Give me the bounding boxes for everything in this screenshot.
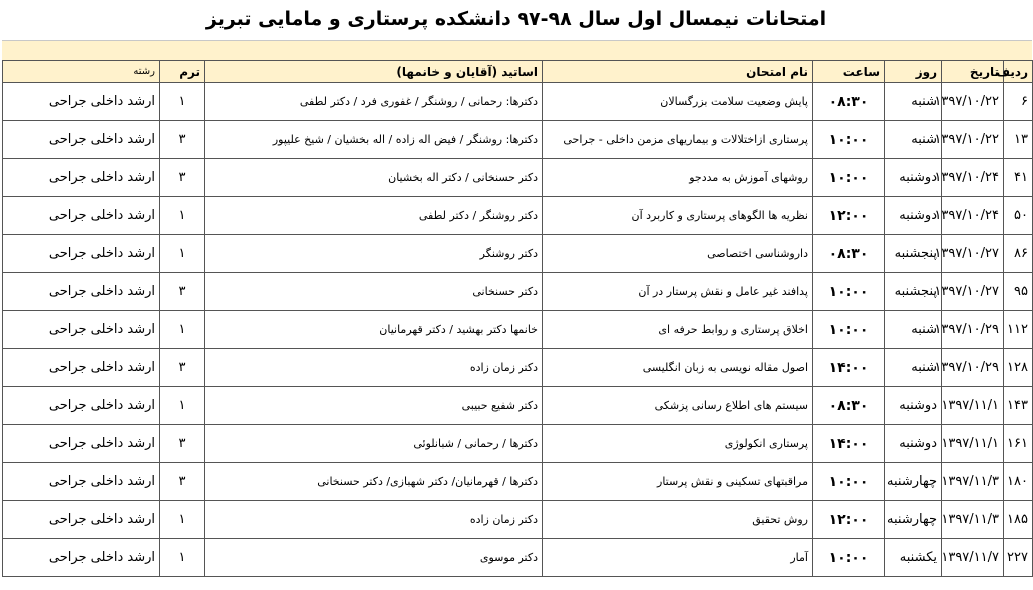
cell-term: ۳: [160, 273, 205, 311]
cell-term: ۱: [160, 501, 205, 539]
cell-row-number: ۱۸۰: [1004, 463, 1033, 501]
cell-major: ارشد داخلی جراحی: [3, 273, 160, 311]
cell-day: شنبه: [885, 349, 942, 387]
cell-exam-name: داروشناسی اختصاصی: [543, 235, 813, 273]
table-row: [3, 463, 1033, 501]
cell-date: ۱۳۹۷/۱۱/۱: [942, 425, 1004, 463]
cell-row-number: ۵۰: [1004, 197, 1033, 235]
cell-time: ۱۰:۰۰: [813, 539, 885, 577]
cell-date: ۱۳۹۷/۱۱/۱: [942, 387, 1004, 425]
cell-exam-name: روش تحقیق: [543, 501, 813, 539]
cell-professors: دکتر حسنخانی: [205, 273, 543, 311]
cell-row-number: ۹۵: [1004, 273, 1033, 311]
table-row: [3, 235, 1033, 273]
cell-time: ۱۰:۰۰: [813, 121, 885, 159]
header-band: [2, 40, 1032, 61]
cell-row-number: ۱۱۲: [1004, 311, 1033, 349]
cell-term: ۳: [160, 463, 205, 501]
cell-time: ۱۰:۰۰: [813, 159, 885, 197]
cell-date: ۱۳۹۷/۱۰/۲۷: [942, 273, 1004, 311]
cell-term: ۱: [160, 83, 205, 121]
cell-term: ۱: [160, 387, 205, 425]
cell-professors: دکتر حسنخانی / دکتر اله بخشیان: [205, 159, 543, 197]
cell-exam-name: اخلاق پرستاری و روابط حرفه ای: [543, 311, 813, 349]
table-row: [3, 425, 1033, 463]
header-term: ترم: [160, 61, 205, 83]
cell-exam-name: آمار: [543, 539, 813, 577]
cell-date: ۱۳۹۷/۱۰/۲۹: [942, 311, 1004, 349]
cell-day: دوشنبه: [885, 197, 942, 235]
cell-professors: دکتر شفیع حبیبی: [205, 387, 543, 425]
cell-row-number: ۱۲۸: [1004, 349, 1033, 387]
cell-day: دوشنبه: [885, 387, 942, 425]
cell-term: ۳: [160, 159, 205, 197]
cell-row-number: ۱۸۵: [1004, 501, 1033, 539]
table-row: [3, 311, 1033, 349]
table-row: [3, 121, 1033, 159]
cell-professors: خانمها دکتر بهشید / دکتر قهرمانیان: [205, 311, 543, 349]
cell-time: ۱۴:۰۰: [813, 425, 885, 463]
cell-day: پنجشنبه: [885, 235, 942, 273]
cell-day: پنجشنبه: [885, 273, 942, 311]
cell-exam-name: پایش وضعیت سلامت بزرگسالان: [543, 83, 813, 121]
cell-major: ارشد داخلی جراحی: [3, 387, 160, 425]
table-row: [3, 501, 1033, 539]
cell-date: ۱۳۹۷/۱۱/۳: [942, 463, 1004, 501]
cell-term: ۳: [160, 121, 205, 159]
cell-professors: دکترها / قهرمانیان/ دکتر شهبازی/ دکتر حسنخانی: [205, 463, 543, 501]
cell-time: ۱۲:۰۰: [813, 501, 885, 539]
cell-row-number: ۱۶۱: [1004, 425, 1033, 463]
table-row: [3, 387, 1033, 425]
cell-row-number: ۱۳: [1004, 121, 1033, 159]
cell-term: ۱: [160, 539, 205, 577]
cell-row-number: ۲۲۷: [1004, 539, 1033, 577]
table-row: [3, 273, 1033, 311]
cell-term: ۱: [160, 311, 205, 349]
header-day: روز: [885, 61, 942, 83]
cell-term: ۱: [160, 197, 205, 235]
cell-day: شنبه: [885, 121, 942, 159]
cell-day: دوشنبه: [885, 159, 942, 197]
cell-professors: دکتر موسوی: [205, 539, 543, 577]
cell-major: ارشد داخلی جراحی: [3, 349, 160, 387]
cell-date: ۱۳۹۷/۱۱/۷: [942, 539, 1004, 577]
cell-major: ارشد داخلی جراحی: [3, 311, 160, 349]
cell-exam-name: نظریه ها الگوهای پرستاری و کاربرد آن: [543, 197, 813, 235]
cell-day: چهارشنبه: [885, 501, 942, 539]
cell-major: ارشد داخلی جراحی: [3, 235, 160, 273]
exam-schedule-table: [2, 60, 1033, 577]
cell-exam-name: اصول مقاله نویسی به زبان انگلیسی: [543, 349, 813, 387]
cell-date: ۱۳۹۷/۱۱/۳: [942, 501, 1004, 539]
cell-professors: دکتر روشنگر / دکتر لطفی: [205, 197, 543, 235]
cell-exam-name: مراقبتهای تسکینی و نقش پرستار: [543, 463, 813, 501]
cell-date: ۱۳۹۷/۱۰/۲۲: [942, 83, 1004, 121]
table-row: [3, 539, 1033, 577]
cell-professors: دکترها: رحمانی / روشنگر / غفوری فرد / دکتر لطفی: [205, 83, 543, 121]
cell-exam-name: سیستم های اطلاع رسانی پزشکی: [543, 387, 813, 425]
cell-day: شنبه: [885, 83, 942, 121]
cell-major: ارشد داخلی جراحی: [3, 501, 160, 539]
cell-major: ارشد داخلی جراحی: [3, 121, 160, 159]
cell-time: ۱۰:۰۰: [813, 463, 885, 501]
cell-professors: دکتر روشنگر: [205, 235, 543, 273]
cell-major: ارشد داخلی جراحی: [3, 197, 160, 235]
cell-professors: دکتر زمان زاده: [205, 501, 543, 539]
cell-time: ۰۸:۳۰: [813, 83, 885, 121]
table-row: [3, 349, 1033, 387]
cell-major: ارشد داخلی جراحی: [3, 463, 160, 501]
cell-day: یکشنبه: [885, 539, 942, 577]
cell-term: ۳: [160, 349, 205, 387]
header-major: رشته: [3, 61, 160, 83]
cell-professors: دکترها: روشنگر / فیض اله زاده / اله بخشیان / شیخ علیپور: [205, 121, 543, 159]
cell-exam-name: پرستاری ازاختلالات و بیماریهای مزمن داخلی - جراحی: [543, 121, 813, 159]
cell-major: ارشد داخلی جراحی: [3, 539, 160, 577]
cell-time: ۰۸:۳۰: [813, 387, 885, 425]
cell-term: ۱: [160, 235, 205, 273]
cell-time: ۱۲:۰۰: [813, 197, 885, 235]
cell-major: ارشد داخلی جراحی: [3, 83, 160, 121]
cell-date: ۱۳۹۷/۱۰/۲۲: [942, 121, 1004, 159]
page-title: امتحانات نیمسال اول سال ۹۸-۹۷ دانشکده پرستاری و مامایی تبریز: [205, 8, 827, 30]
cell-professors: دکتر زمان زاده: [205, 349, 543, 387]
cell-major: ارشد داخلی جراحی: [3, 425, 160, 463]
cell-row-number: ۶: [1004, 83, 1033, 121]
cell-row-number: ۱۴۳: [1004, 387, 1033, 425]
cell-row-number: ۴۱: [1004, 159, 1033, 197]
cell-day: چهارشنبه: [885, 463, 942, 501]
header-time: ساعت: [813, 61, 885, 83]
header-date: تاریخ: [942, 61, 1004, 83]
table-header-row: [3, 61, 1033, 83]
cell-exam-name: پدافند غیر عامل و نقش پرستار در آن: [543, 273, 813, 311]
cell-term: ۳: [160, 425, 205, 463]
cell-major: ارشد داخلی جراحی: [3, 159, 160, 197]
table-row: [3, 83, 1033, 121]
cell-time: ۱۰:۰۰: [813, 273, 885, 311]
table-row: [3, 159, 1033, 197]
cell-date: ۱۳۹۷/۱۰/۲۴: [942, 159, 1004, 197]
header-professors: اساتید (آقایان و خانمها): [205, 61, 543, 83]
cell-time: ۱۰:۰۰: [813, 311, 885, 349]
cell-date: ۱۳۹۷/۱۰/۲۹: [942, 349, 1004, 387]
header-row-number: ردیف: [1004, 61, 1033, 83]
cell-row-number: ۸۶: [1004, 235, 1033, 273]
cell-date: ۱۳۹۷/۱۰/۲۴: [942, 197, 1004, 235]
cell-exam-name: روشهای آموزش به مددجو: [543, 159, 813, 197]
cell-day: شنبه: [885, 311, 942, 349]
cell-date: ۱۳۹۷/۱۰/۲۷: [942, 235, 1004, 273]
cell-time: ۱۴:۰۰: [813, 349, 885, 387]
header-exam-name: نام امتحان: [543, 61, 813, 83]
cell-day: دوشنبه: [885, 425, 942, 463]
cell-exam-name: پرستاری انکولوژی: [543, 425, 813, 463]
cell-time: ۰۸:۳۰: [813, 235, 885, 273]
table-row: [3, 197, 1033, 235]
cell-professors: دکترها / رحمانی / شبانلوئی: [205, 425, 543, 463]
